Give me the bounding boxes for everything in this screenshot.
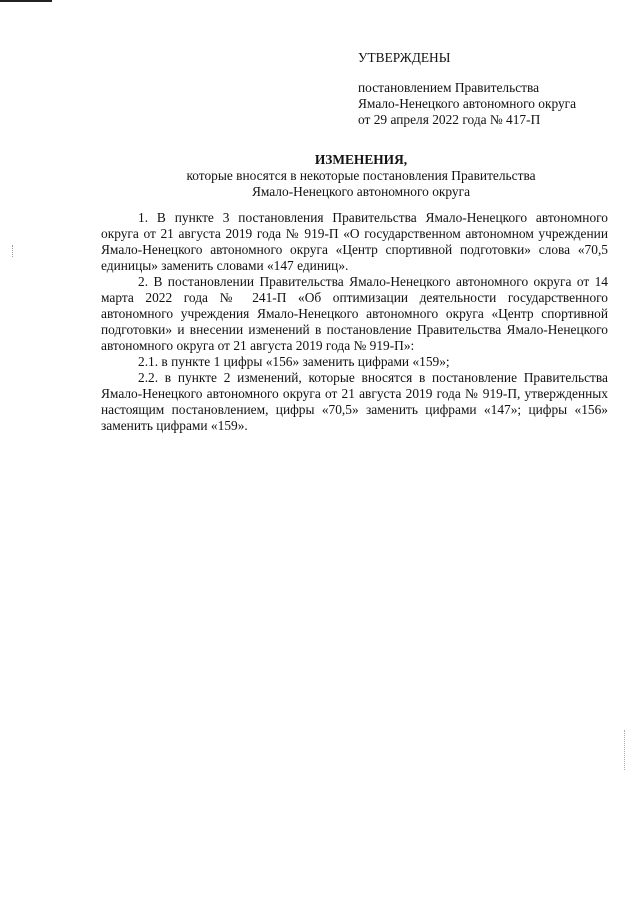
approval-title: УТВЕРЖДЕНЫ [358,50,451,65]
document-heading [100,152,622,200]
approval-line-3: от 29 апреля 2022 года № 417-П [358,112,541,127]
document-body [101,210,608,434]
paragraph-1: 1. В пункте 3 постановления Правительства Ямало-Ненецкого автономного округа от 21 августа 2019 года № 919-П «О государственном автономном учреждении Ямало-Ненецкого автономного округа «Центр спортивной подготовки» слова «70,5 единицы» заменить словами «147 единиц». [101,210,608,273]
scan-artifact-left [12,245,15,257]
scan-artifact-right [624,730,627,770]
paragraph-2: 2. В постановлении Правительства Ямало-Ненецкого автономного округа от 14 марта 2022 года № 241-П «Об оптимизации деятельности государственного автономного учреждения Ямало-Ненецкого автономного округа «Центр спортивной подготовки» и внесении изменений в постановление Правительства Ямало-Ненецкого автономного округа от 21 августа 2019 года № 919-П»: [101,274,608,353]
approval-line-2: Ямало-Ненецкого автономного округа [358,96,577,111]
approval-line-1: постановлением Правительства [358,80,540,95]
paragraph-2-2: 2.2. в пункте 2 изменений, которые вносятся в постановление Правительства Ямало-Ненецкого автономного округа от 21 августа 2019 года № 919-П, утвержденных настоящим постановлением, цифры «70,5» заменить цифрами «147»; цифры «156» заменить цифрами «159». [101,370,608,433]
document-subtitle-line-1: которые вносятся в некоторые постановления Правительства [186,168,536,183]
paragraph-2-1: 2.1. в пункте 1 цифры «156» заменить цифрами «159»; [138,354,450,369]
scan-edge-mark [0,0,52,2]
approval-stamp-block [358,50,618,128]
document-subtitle-line-2: Ямало-Ненецкого автономного округа [251,184,471,199]
document-title: ИЗМЕНЕНИЯ, [314,152,408,167]
